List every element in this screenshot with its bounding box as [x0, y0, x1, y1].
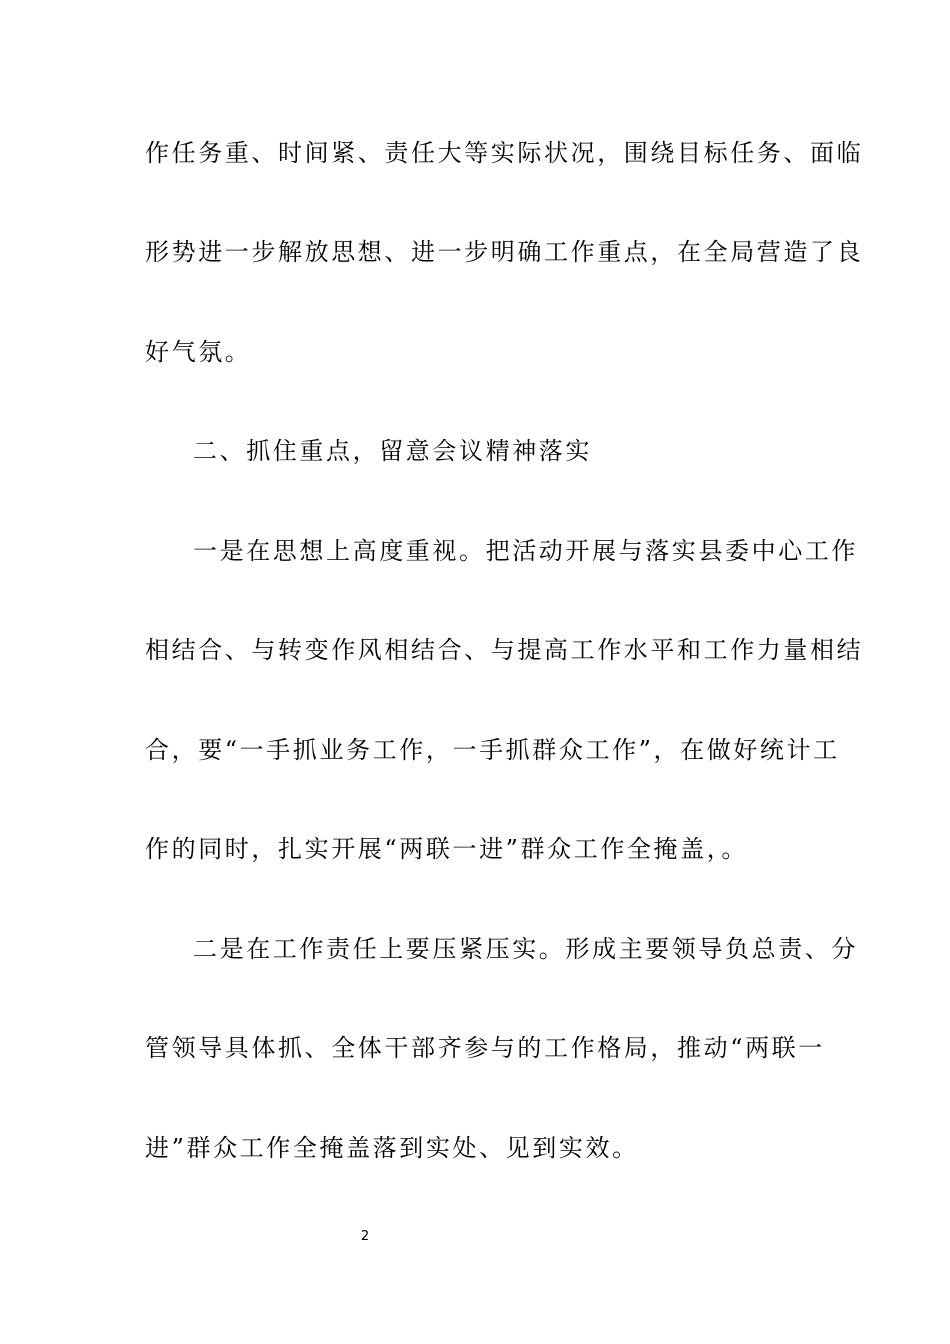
- paragraph-3-line-3: 进”群众工作全掩盖落到实处、见到实效。: [145, 1134, 639, 1162]
- page-number: 2: [360, 1229, 370, 1244]
- paragraph-3-line-2: 管领导具体抓、全体干部齐参与的工作格局，推动“两联一: [145, 1034, 825, 1062]
- paragraph-3-line-1: 二是在工作责任上要压紧压实。形成主要领导负总责、分: [193, 935, 858, 963]
- paragraph-1-line-2: 形势进一步解放思想、进一步明确工作重点，在全局营造了良: [145, 238, 864, 266]
- paragraph-2-line-1: 一是在思想上高度重视。把活动开展与落实县委中心工作: [193, 537, 858, 565]
- paragraph-1-line-1: 作任务重、时间紧、责任大等实际状况，围绕目标任务、面临: [145, 139, 864, 167]
- paragraph-2-line-2: 相结合、与转变作风相结合、与提高工作水平和工作力量相结: [145, 636, 864, 664]
- paragraph-1-line-3: 好气氛。: [145, 338, 252, 366]
- section-heading: 二、抓住重点，留意会议精神落实: [193, 437, 592, 465]
- paragraph-2-line-4: 作的同时，扎实开展“两联一进”群众工作全掩盖，。: [145, 835, 748, 863]
- paragraph-2-line-3: 合，要“一手抓业务工作，一手抓群众工作”，在做好统计工: [145, 736, 840, 764]
